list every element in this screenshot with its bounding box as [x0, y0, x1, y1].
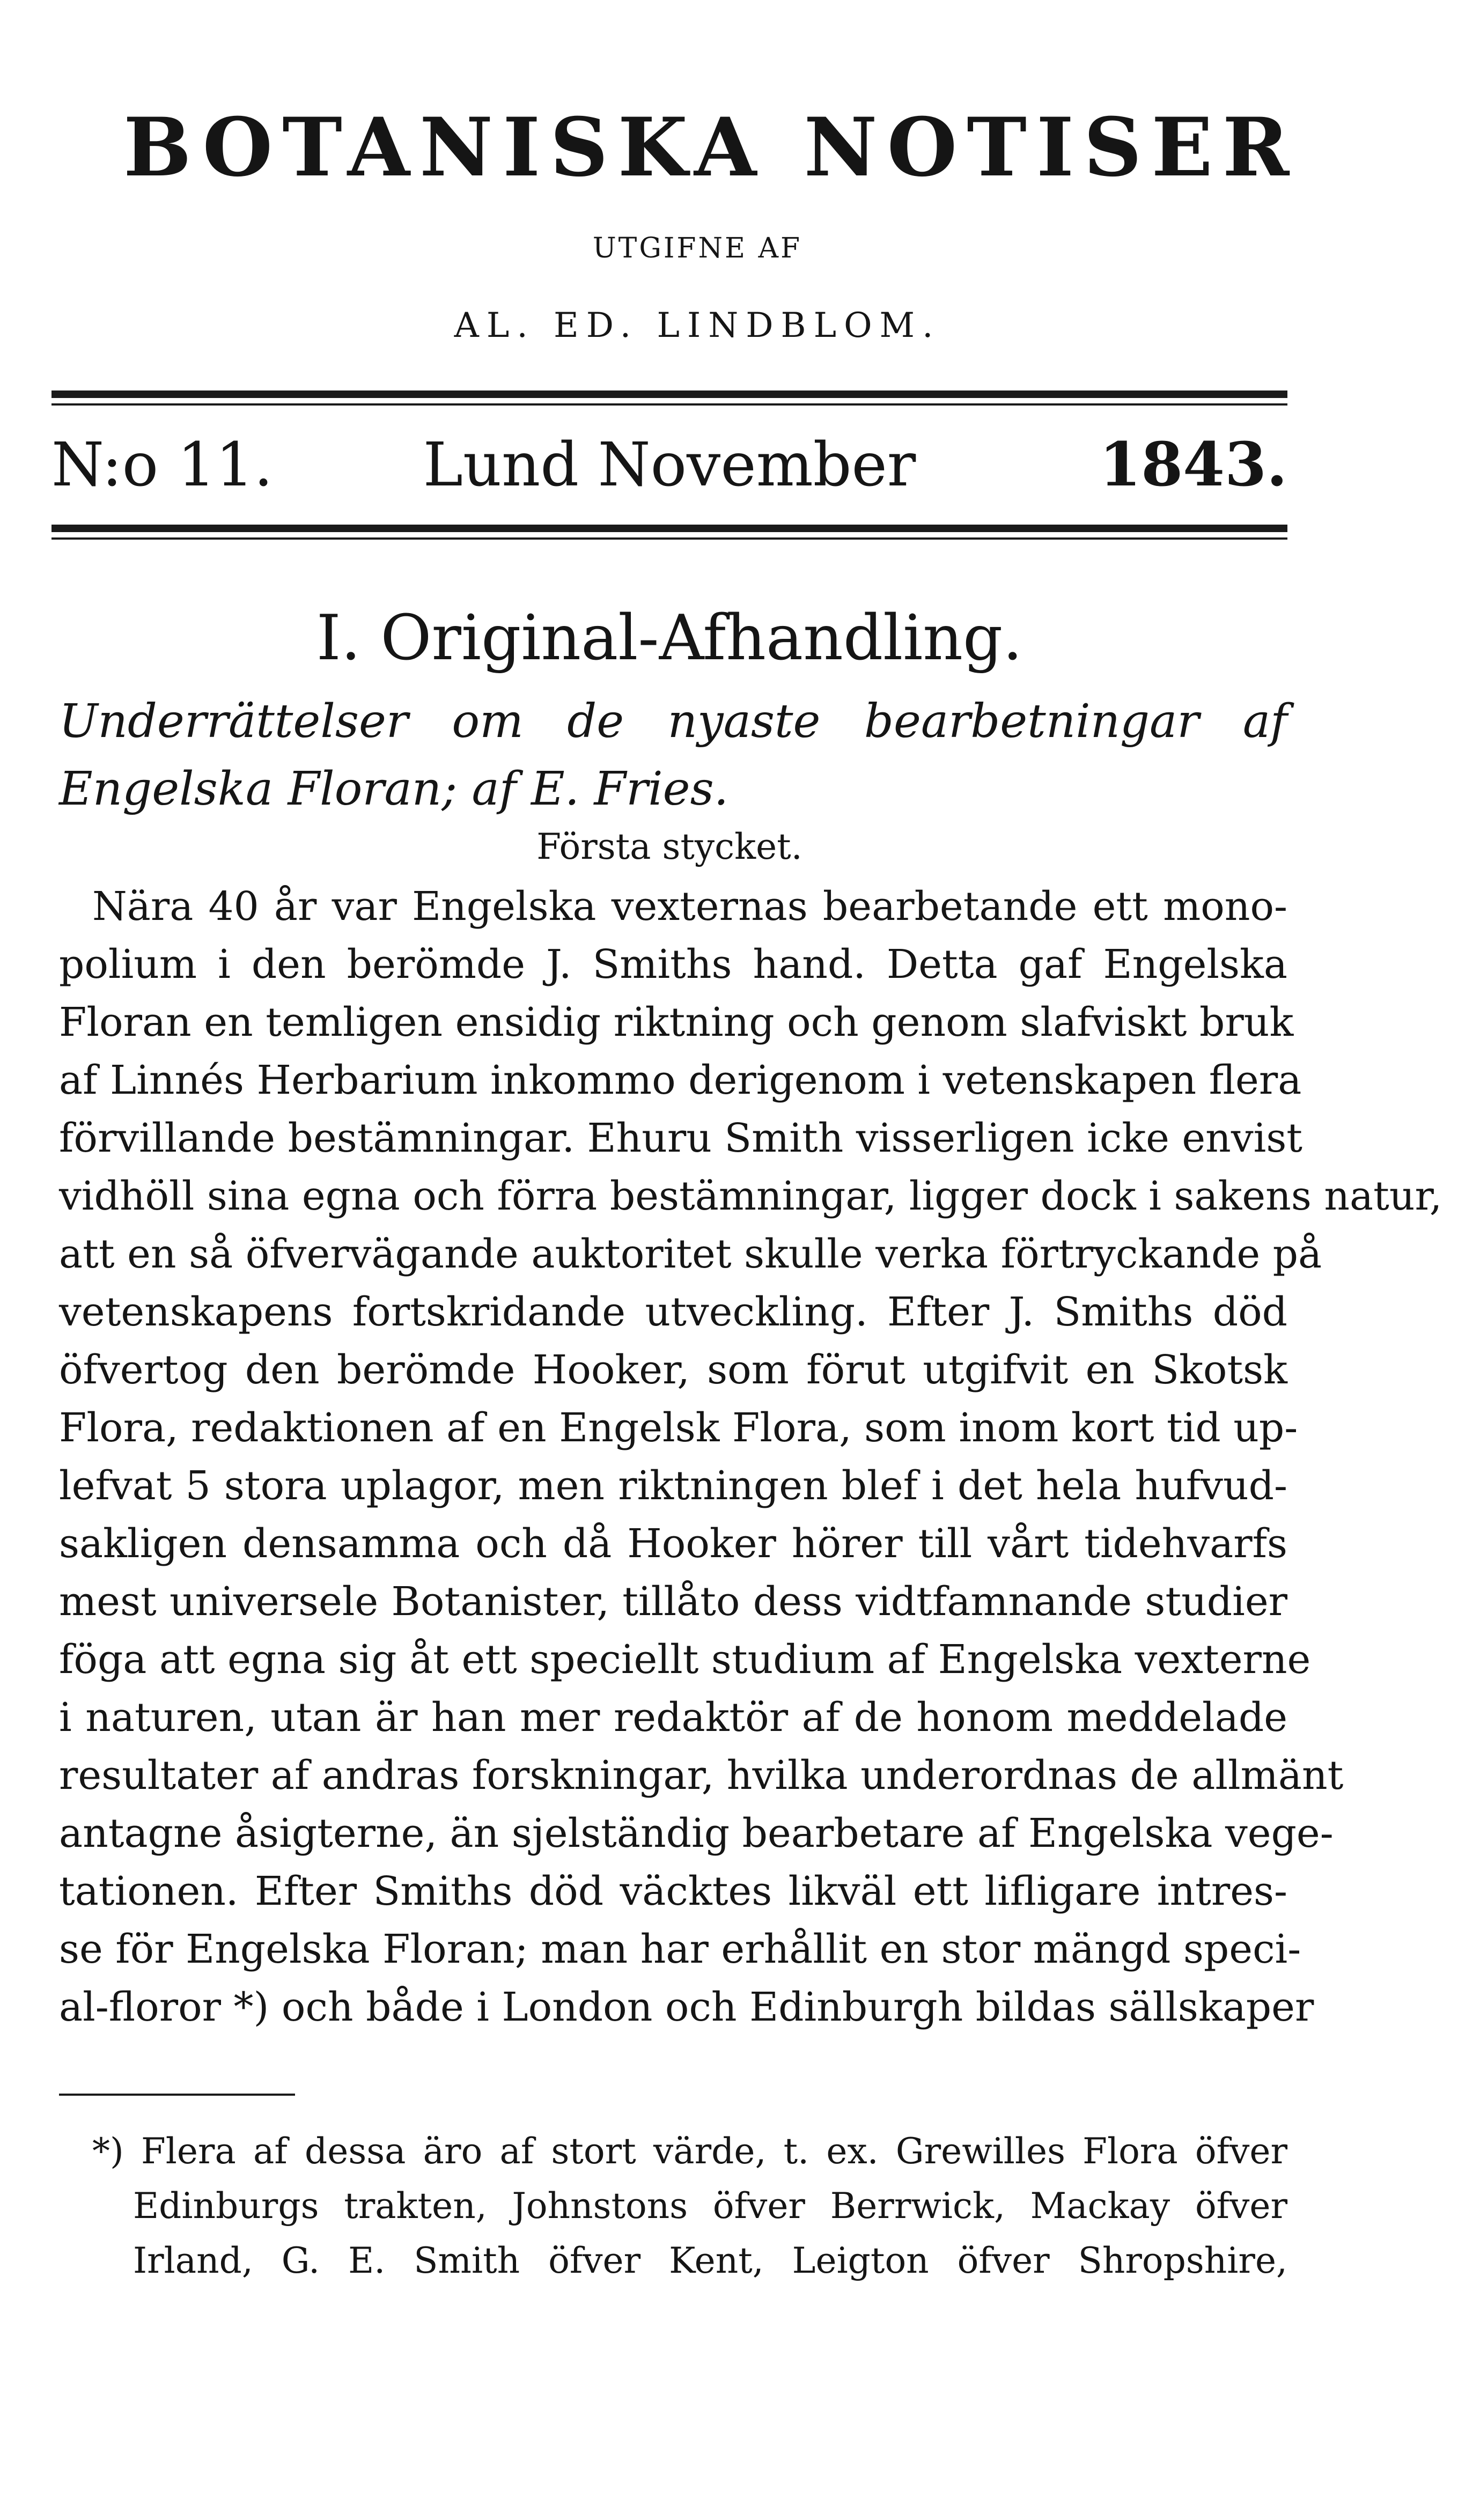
- body-line: öfvertog den berömde Hooker, som förut utgifvit en Skotsk: [59, 1347, 1287, 1393]
- body-line: att en så öfvervägande auktoritet skulle verka förtryckande på: [59, 1231, 1322, 1277]
- body-line: polium i den berömde J. Smiths hand. Detta gaf Engelska: [59, 941, 1287, 988]
- publisher-line: UTGIFNE AF: [592, 232, 802, 264]
- footnote-line: Irland, G. E. Smith öfver Kent, Leigton öfver Shropshire,: [133, 2240, 1287, 2281]
- header-rule-top-thin: [51, 403, 1287, 406]
- body-line: se för Engelska Floran; man har erhållit en stor mängd speci-: [59, 1926, 1301, 1972]
- section-heading: I. Original-Afhandling.: [316, 602, 1023, 674]
- body-line: lefvat 5 stora uplagor, men riktningen blef i det hela hufvud-: [59, 1463, 1287, 1509]
- body-line: Floran en temligen ensidig riktning och genom slafviskt bruk: [59, 999, 1294, 1045]
- body-line: tationen. Efter Smiths död väcktes likväl ett lifligare intres-: [59, 1868, 1287, 1914]
- body-line: sakligen densamma och då Hooker hörer till vårt tidehvarfs: [59, 1521, 1287, 1567]
- header-rule-bottom-thick: [51, 525, 1287, 532]
- article-subtitle: Underrättelser om de nyaste bearbetningar af Engelska Floran; af E. Fries.: [59, 695, 1287, 816]
- journal-masthead: BOTANISKA NOTISER: [123, 100, 1299, 195]
- editor-name: AL. ED. LINDBLOM.: [454, 306, 941, 345]
- body-line: mest universele Botanister, tillåto dess vidtfamnande studier: [59, 1579, 1287, 1625]
- issue-year: 1843.: [1099, 430, 1287, 500]
- body-line: Flora, redaktionen af en Engelsk Flora, som inom kort tid up-: [59, 1405, 1298, 1451]
- header-rule-top-thick: [51, 390, 1287, 398]
- header-rule-bottom-thin: [51, 537, 1287, 540]
- body-line: af Linnés Herbarium inkommo derigenom i vetenskapen flera: [59, 1057, 1302, 1103]
- part-heading: Första stycket.: [536, 826, 802, 867]
- footnote-line: Edinburgs trakten, Johnstons öfver Berrwick, Mackay öfver: [133, 2185, 1287, 2227]
- body-line: al-floror *) och både i London och Edinburgh bildas sällskaper: [59, 1984, 1314, 2030]
- body-line: förvillande bestämningar. Ehuru Smith visserligen icke envist: [59, 1115, 1303, 1161]
- body-line: Nära 40 år var Engelska vexternas bearbetande ett mono-: [92, 883, 1287, 930]
- footnote-rule: [59, 2094, 295, 2096]
- issue-place-date: Lund November: [423, 430, 916, 500]
- body-line: i naturen, utan är han mer redaktör af de honom meddelade: [59, 1694, 1287, 1741]
- footnote-line: *) Flera af dessa äro af stort värde, t. ex. Grewilles Flora öfver: [92, 2131, 1287, 2172]
- body-line: föga att egna sig åt ett speciellt studium af Engelska vexterne: [59, 1637, 1311, 1683]
- body-line: resultater af andras forskningar, hvilka underordnas de allmänt: [59, 1752, 1344, 1799]
- body-line: vidhöll sina egna och förra bestämningar, ligger dock i sakens natur,: [59, 1173, 1442, 1219]
- issue-dateline: [51, 430, 1287, 500]
- body-line: antagne åsigterne, än sjelständig bearbetare af Engelska vege-: [59, 1810, 1334, 1856]
- issue-number: N:o 11.: [51, 430, 273, 500]
- body-line: vetenskapens fortskridande utveckling. Efter J. Smiths död: [59, 1289, 1287, 1335]
